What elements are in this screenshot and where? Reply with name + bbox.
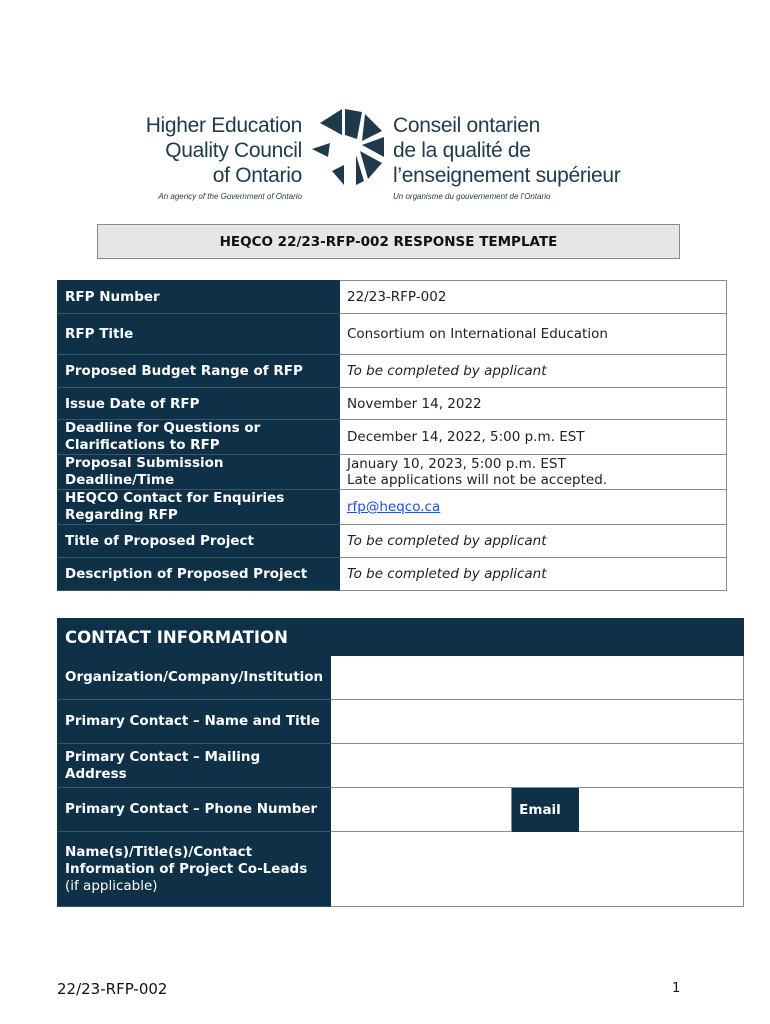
logo-english-line-2: Quality Council [165, 139, 302, 162]
document-title: HEQCO 22/23-RFP-002 RESPONSE TEMPLATE [97, 224, 680, 259]
table-row [58, 355, 727, 388]
logo-french-name [393, 113, 621, 201]
project-title-value: To be completed by applicant [340, 525, 727, 558]
budget-range-value: To be completed by applicant [340, 355, 727, 388]
phone-label: Primary Contact – Phone Number [58, 788, 331, 832]
table-row [58, 656, 744, 700]
table-row [58, 525, 727, 558]
questions-deadline-label: Deadline for Questions or Clarifications to RFP [58, 420, 340, 455]
logo-english-tagline: An agency of the Government of Ontario [158, 192, 302, 201]
rfp-number-value: 22/23-RFP-002 [340, 281, 727, 314]
project-title-label: Title of Proposed Project [58, 525, 340, 558]
submission-deadline-value: January 10, 2023, 5:00 p.m. EST [347, 456, 566, 472]
logo-english-name [145, 113, 302, 201]
phone-field[interactable] [331, 788, 512, 832]
table-row [58, 388, 727, 420]
email-field[interactable] [579, 788, 744, 832]
organization-label: Organization/Company/Institution [58, 656, 331, 700]
table-row [58, 619, 744, 656]
email-label: Email [512, 788, 579, 832]
table-row [58, 455, 727, 490]
logo-english-line-3: of Ontario [212, 164, 302, 187]
submission-deadline-label: Proposal Submission Deadline/Time [58, 455, 340, 490]
table-row [58, 700, 744, 744]
rfp-title-value: Consortium on International Education [340, 314, 727, 355]
logo-english-line-1: Higher Education [145, 114, 302, 137]
rfp-number-label: RFP Number [58, 281, 340, 314]
table-row [58, 788, 744, 832]
mailing-address-label: Primary Contact – Mailing Address [58, 744, 331, 788]
table-row [58, 281, 727, 314]
enquiries-contact-label: HEQCO Contact for Enquiries Regarding RFP [58, 490, 340, 525]
co-leads-label [58, 832, 331, 907]
project-description-label: Description of Proposed Project [58, 558, 340, 591]
project-description-value: To be completed by applicant [340, 558, 727, 591]
late-applications-note: Late applications will not be accepted. [347, 472, 608, 488]
contact-info-heading: CONTACT INFORMATION [58, 619, 744, 656]
co-leads-label-suffix: (if applicable) [65, 877, 158, 894]
co-leads-field[interactable] [331, 832, 744, 907]
issue-date-label: Issue Date of RFP [58, 388, 340, 420]
table-row [58, 314, 727, 355]
logo-french-tagline: Un organisme du gouvernement de l’Ontario [393, 192, 551, 201]
enquiries-contact-cell [340, 490, 727, 525]
co-leads-label-text: Name(s)/Title(s)/Contact Information of Project Co-Leads [65, 843, 308, 877]
submission-deadline-cell [340, 455, 727, 490]
enquiries-email-link[interactable]: rfp@heqco.ca [347, 499, 441, 515]
questions-deadline-value: December 14, 2022, 5:00 p.m. EST [340, 420, 727, 455]
heqco-logo [0, 105, 770, 205]
table-row [58, 420, 727, 455]
logo-french-line-1: Conseil ontarien [393, 114, 540, 137]
table-row [58, 832, 744, 907]
heqco-logo-mark-icon [312, 109, 386, 187]
organization-field[interactable] [331, 656, 744, 700]
rfp-info-table [57, 280, 727, 591]
rfp-title-label: RFP Title [58, 314, 340, 355]
issue-date-value: November 14, 2022 [340, 388, 727, 420]
contact-name-label: Primary Contact – Name and Title [58, 700, 331, 744]
contact-name-field[interactable] [331, 700, 744, 744]
mailing-address-field[interactable] [331, 744, 744, 788]
logo-french-line-2: de la qualité de [393, 139, 531, 162]
table-row [58, 558, 727, 591]
page-number: 1 [672, 981, 681, 996]
footer-doc-id: 22/23-RFP-002 [57, 980, 168, 998]
contact-info-table [57, 618, 744, 907]
budget-range-label: Proposed Budget Range of RFP [58, 355, 340, 388]
logo-french-line-3: l’enseignement supérieur [393, 164, 621, 187]
table-row [58, 490, 727, 525]
table-row [58, 744, 744, 788]
